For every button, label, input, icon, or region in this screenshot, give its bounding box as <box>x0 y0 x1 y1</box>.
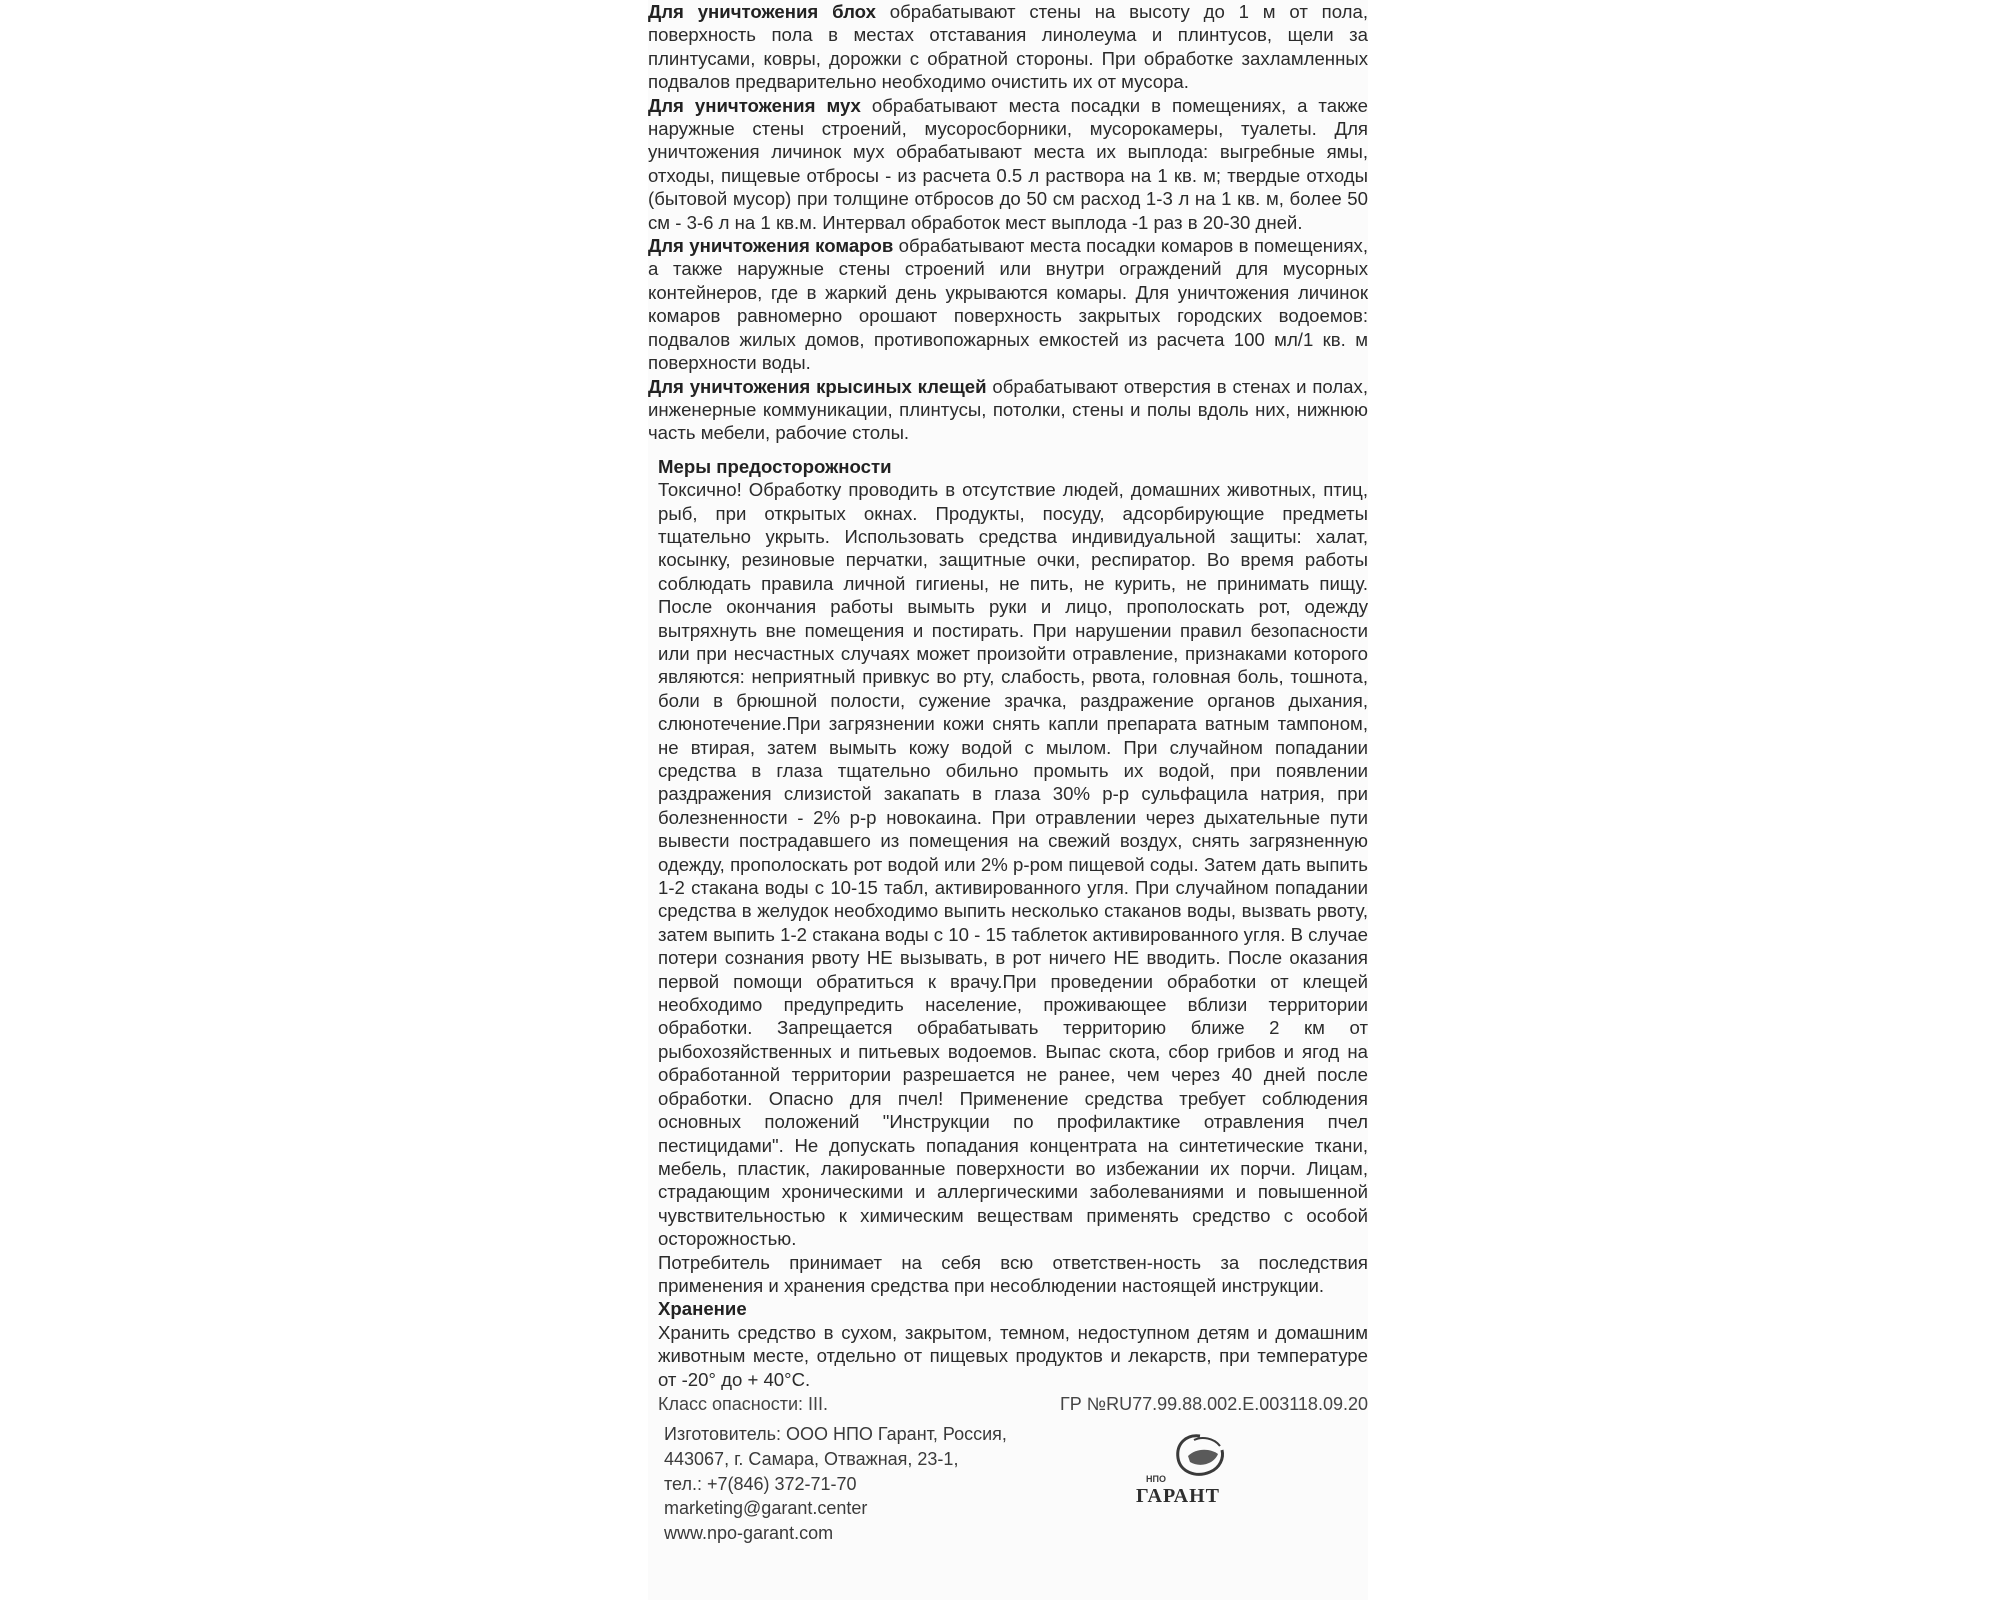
flies-lead: Для уничтожения мух <box>648 94 861 116</box>
manufacturer-name: Изготовитель: ООО НПО Гарант, Россия, <box>664 1424 1007 1445</box>
hazard-class: Класс опасности: III. <box>658 1393 829 1414</box>
fleas-lead: Для уничтожения блох <box>648 1 876 22</box>
instruction-leaflet <box>648 0 1368 1600</box>
mosquitoes-lead: Для уничтожения комаров <box>648 235 894 257</box>
manufacturer-address: 443067, г. Самара, Отважная, 23-1, <box>664 1448 959 1469</box>
mosquitoes-paragraph <box>648 234 1368 374</box>
manufacturer-website: www.npo-garant.com <box>664 1522 834 1543</box>
mosquitoes-text: обрабатывают места посадки комаров в помещениях, а также наружные стены строений или внутри ограждений для мусорных контейнеров, где в жаркий день укрываются комары. Для уничтожения личинок комаров равномерно орошают поверхность закрытых городских водоемов: подвалов жилых домов, противопожарных емкостей из расчета 100 мл/1 кв. м поверхности воды. <box>648 235 1368 374</box>
garant-logo <box>1130 1430 1260 1510</box>
manufacturer-email: marketing@garant.center <box>664 1498 868 1519</box>
storage-text: Хранить средство в сухом, закрытом, темном, недоступном детям и домашним животным месте, отдельно от пищевых продуктов и лекарств, при температуре от -20° до + 40°С. <box>658 1321 1368 1390</box>
precautions-section <box>648 455 1368 1391</box>
mites-lead: Для уничтожения крысиных клещей <box>648 375 987 397</box>
storage-heading: Хранение <box>658 1298 747 1320</box>
logo-small-text: НПО <box>1146 1474 1166 1485</box>
mites-paragraph <box>648 375 1368 445</box>
manufacturer-phone: тел.: +7(846) 372-71-70 <box>664 1473 857 1494</box>
precautions-heading: Меры предосторожности <box>658 455 892 477</box>
precautions-text: Токсично! Обработку проводить в отсутствие людей, домашних животных, птиц, рыб, при открытых окнах. Продукты, посуду, адсорбирующие предметы тщательно укрыть. Использовать средства индивидуальной защиты: халат, косынку, резиновые перчатки, защитные очки, респиратор. Во время работы соблюдать правила личной гигиены, не пить, не курить, не принимать пищу. После окончания работы вымыть руки и лицо, прополоскать рот, одежду вытряхнуть вне помещения и постирать. При нарушении правил безопасности или при несчастных случаях может произойти отравление, признаками которого являются: неприятный привкус во рту, слабость, рвота, головная боль, тошнота, боли в брюшной полости, сужение зрачка, раздражение органов дыхания, слюнотечение.При загрязнении кожи снять капли препарата ватным тампоном, не втирая, затем вымыть кожу водой с мылом. При случайном попадании средства в глаза тщательно обильно промыть их водой, при появлении раздражения слизистой закапать в глаза 30% р-р сульфацила натрия, при болезненности - 2% р-р новокаина. При отравлении через дыхательные пути вывести пострадавшего из помещения на свежий воздух, снять загрязненную одежду, прополоскать рот водой или 2% р-ром пищевой соды. Затем дать выпить 1-2 стакана воды с 10-15 табл, активированного угля. При случайном попадании средства в желудок необходимо выпить несколько стаканов воды, вызвать рвоту, затем выпить 1-2 стакана воды с 10 - 15 таблеток активированного угля. В случае потери сознания рвоту НЕ вызывать, в рот ничего НЕ вводить. После оказания первой помощи обратиться к врачу.При проведении обработки от клещей необходимо предупредить население, проживающее вблизи территории обработки. Запрещается обрабатывать территорию ближе 2 км от рыбохозяйственных и питьевых водоемов. Выпас скота, сбор грибов и ягод на обработанной территории разрешается не ранее, чем через 40 дней после обработки. Опасно для пчел! Применение средства требует соблюдения основных положений "Инструкции по профилактике отравления пчел пестицидами". Не допускать попадания концентрата на синтетические ткани, мебель, пластик, лакированные поверхности во избежании их порчи. Лицам, страдающим хроническими и аллергическими заболеваниями и повышенной чувствительностью к химическим веществам применять средство с особой осторожностью. <box>658 479 1368 1250</box>
logo-brand-text: ГАРАНТ <box>1136 1485 1220 1508</box>
manufacturer-block <box>648 1422 1368 1545</box>
footer-row <box>648 1393 1368 1416</box>
fleas-text: обрабатывают стены на высоту до 1 м от пола, поверхность пола в местах отставания линолеума и плинтусов, щели за плинтусами, ковры, дорожки с обратной стороны. При обработке захламленных подвалов предварительно необходимо очистить их от мусора. <box>648 1 1368 93</box>
flies-paragraph <box>648 94 1368 234</box>
responsibility-text: Потребитель принимает на себя всю ответствен-ность за последствия применения и хранения средства при несоблюдении настоящей инструкции. <box>658 1251 1368 1296</box>
mites-text: обрабатывают отверстия в стенах и полах, инженерные коммуникации, плинтусы, потолки, стены и полы вдоль них, нижнюю часть мебели, рабочие столы. <box>648 375 1368 444</box>
fleas-paragraph <box>648 0 1368 94</box>
flies-text: обрабатывают места посадки в помещениях, а также наружные стены строений, мусоросборники, мусорокамеры, туалеты. Для уничтожения личинок мух обрабатывают места их выплода: выгребные ямы, отходы, пищевые отбросы - из расчета 0.5 л раствора на 1 кв. м; твердые отходы (бытовой мусор) при толщине отбросов до 50 см расход 1-3 л на 1 кв. м, более 50 см - 3-6 л на 1 кв.м. Интервал обработок мест выплода -1 раз в 20-30 дней. <box>648 94 1368 233</box>
registration-number: ГР №RU77.99.88.002.Е.003118.09.20 <box>1060 1393 1368 1414</box>
